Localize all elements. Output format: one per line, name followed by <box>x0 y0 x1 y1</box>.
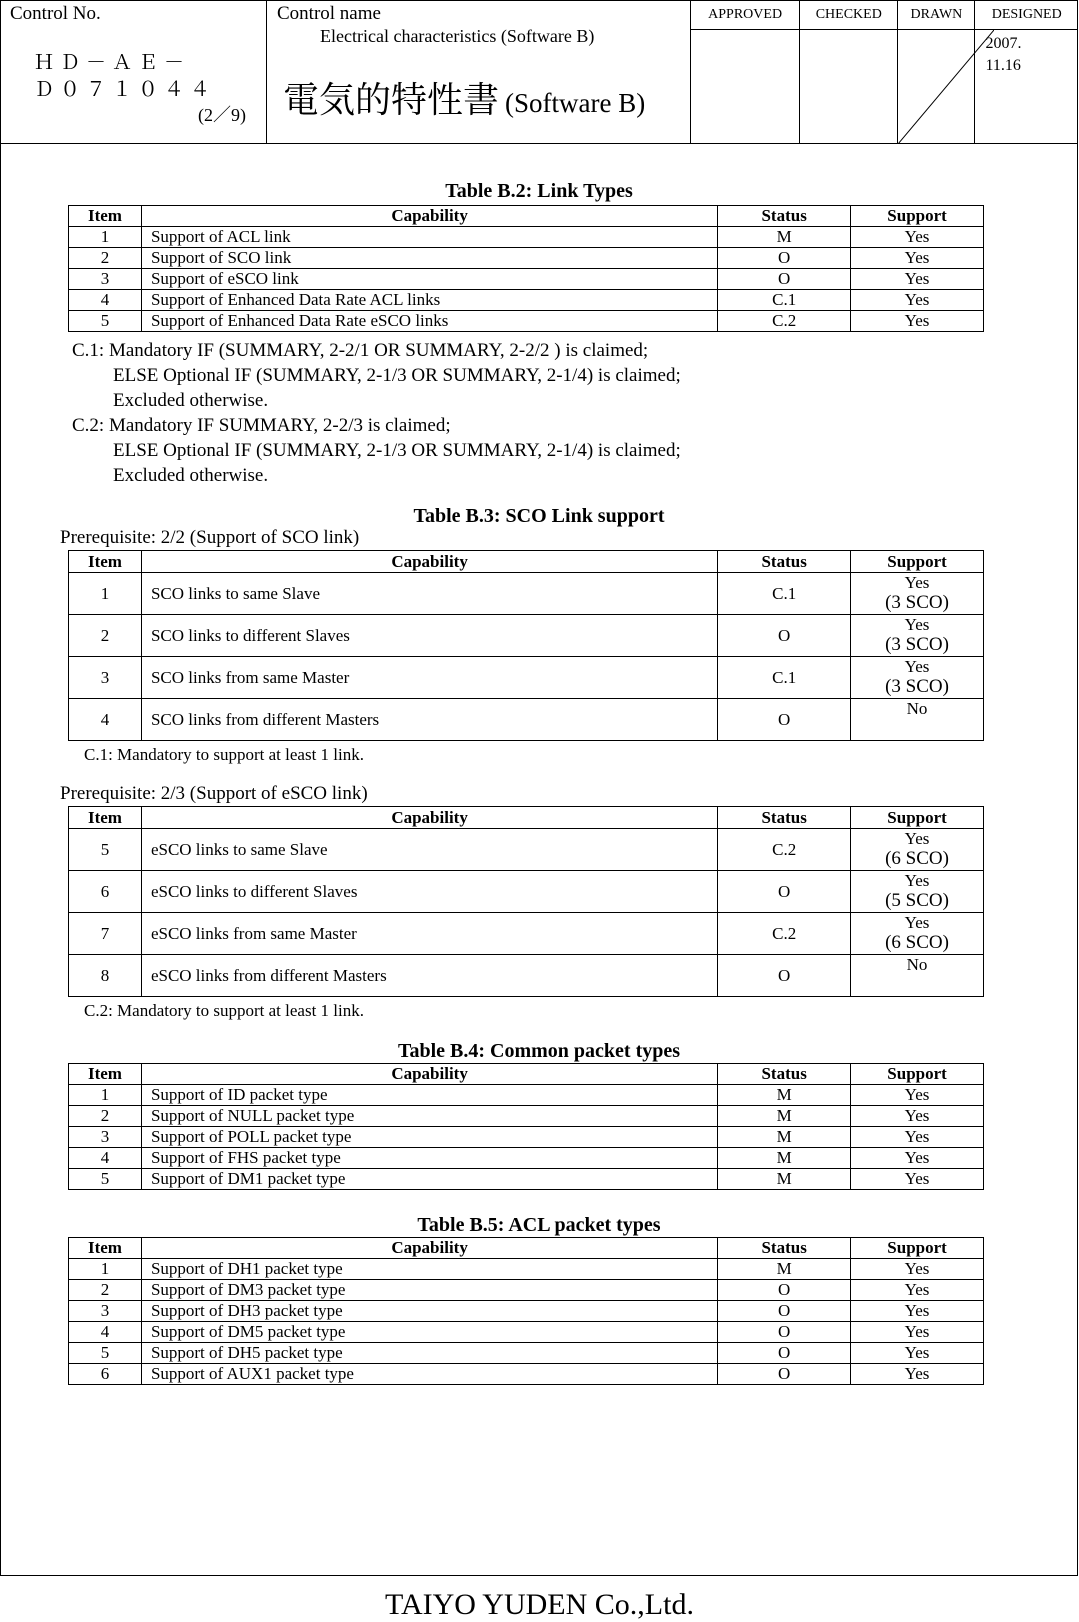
table-b5-title: Table B.5: ACL packet types <box>417 1214 661 1236</box>
table-row <box>69 573 984 615</box>
table-row <box>69 1085 984 1106</box>
col-status: Status <box>718 807 851 829</box>
col-status: Status <box>718 1064 851 1085</box>
capability: eSCO links to same Slave <box>141 829 717 871</box>
table-row <box>69 269 984 290</box>
support <box>851 699 984 741</box>
table-b2-title: Table B.2: Link Types <box>445 180 633 202</box>
col-item: Item <box>69 807 142 829</box>
status: M <box>718 1259 851 1280</box>
support: Yes <box>851 1106 984 1127</box>
item: 7 <box>69 913 142 955</box>
capability: Support of Enhanced Data Rate ACL links <box>141 290 717 311</box>
status: C.2 <box>718 829 851 871</box>
capability: Support of eSCO link <box>141 269 717 290</box>
support-value: No <box>906 699 928 718</box>
capability: SCO links from different Masters <box>141 699 717 741</box>
table-row <box>69 1322 984 1343</box>
col-support: Support <box>851 807 984 829</box>
table-b3-esco <box>68 806 984 997</box>
support <box>851 573 984 615</box>
capability: Support of AUX1 packet type <box>141 1364 717 1385</box>
item: 6 <box>69 871 142 913</box>
table-b4-title: Table B.4: Common packet types <box>397 1040 681 1062</box>
table-row <box>69 1301 984 1322</box>
support: Yes <box>851 1364 984 1385</box>
support-detail: (3 SCO) <box>885 634 949 655</box>
capability: Support of DH5 packet type <box>141 1343 717 1364</box>
item: 4 <box>69 1322 142 1343</box>
item: 2 <box>69 1280 142 1301</box>
table-row <box>69 227 984 248</box>
capability: SCO links from same Master <box>141 657 717 699</box>
table-b3-title: Table B.3: SCO Link support <box>413 505 665 527</box>
item: 2 <box>69 615 142 657</box>
drawn-cell <box>898 30 975 145</box>
support <box>851 829 984 871</box>
support <box>851 615 984 657</box>
support <box>851 913 984 955</box>
capability: Support of ACL link <box>141 227 717 248</box>
control-name-cell <box>267 0 691 144</box>
table-b4 <box>68 1063 984 1190</box>
control-name-label: Control name <box>277 3 381 24</box>
support: Yes <box>851 269 984 290</box>
table-row <box>69 1169 984 1190</box>
col-status: Status <box>718 1238 851 1259</box>
status: M <box>718 1169 851 1190</box>
item: 1 <box>69 573 142 615</box>
page-number: (2／9) <box>198 105 246 125</box>
title-japanese-text: 電気的特性書 <box>283 80 500 121</box>
support: Yes <box>851 1280 984 1301</box>
support: Yes <box>851 1259 984 1280</box>
col-support: Support <box>851 1238 984 1259</box>
status: C.1 <box>718 657 851 699</box>
col-item: Item <box>69 1238 142 1259</box>
support: Yes <box>851 1085 984 1106</box>
note-c1: C.1: Mandatory IF (SUMMARY, 2-2/1 OR SUMMARY, 2-2/2 ) is claimed; <box>72 340 649 361</box>
table-row <box>69 955 984 997</box>
prerequisite-sco: Prerequisite: 2/2 (Support of SCO link) <box>60 527 360 548</box>
approved-header: APPROVED <box>691 0 800 30</box>
status: O <box>718 1322 851 1343</box>
checked-header: CHECKED <box>800 0 898 30</box>
control-number-line2: Ｄ０７１０４４ <box>34 79 216 101</box>
item: 2 <box>69 1106 142 1127</box>
support-value: Yes <box>904 829 930 848</box>
support: Yes <box>851 1169 984 1190</box>
col-status: Status <box>718 206 851 227</box>
table-row <box>69 913 984 955</box>
title-english: Electrical characteristics (Software B) <box>320 26 595 46</box>
status: O <box>718 1364 851 1385</box>
item: 6 <box>69 1364 142 1385</box>
support-value: No <box>906 955 928 974</box>
capability: Support of SCO link <box>141 248 717 269</box>
col-capability: Capability <box>141 551 717 573</box>
company-name: TAIYO YUDEN Co.,Ltd. <box>385 1588 694 1621</box>
status: C.2 <box>718 311 851 332</box>
col-capability: Capability <box>141 1064 717 1085</box>
item: 3 <box>69 1301 142 1322</box>
status: O <box>718 1301 851 1322</box>
note-c2-else: ELSE Optional IF (SUMMARY, 2-1/3 OR SUMMARY, 2-1/4) is claimed; <box>113 440 681 461</box>
support: Yes <box>851 311 984 332</box>
table-row <box>69 1148 984 1169</box>
status: C.1 <box>718 573 851 615</box>
table-b5 <box>68 1237 984 1385</box>
capability: Support of DM1 packet type <box>141 1169 717 1190</box>
support-value: Yes <box>904 573 930 592</box>
support: Yes <box>851 290 984 311</box>
capability: SCO links to different Slaves <box>141 615 717 657</box>
support-detail: (6 SCO) <box>885 932 949 953</box>
item: 1 <box>69 1085 142 1106</box>
capability: Support of FHS packet type <box>141 1148 717 1169</box>
capability: Support of ID packet type <box>141 1085 717 1106</box>
support: Yes <box>851 248 984 269</box>
support: Yes <box>851 1148 984 1169</box>
capability: SCO links to same Slave <box>141 573 717 615</box>
prerequisite-esco: Prerequisite: 2/3 (Support of eSCO link) <box>60 783 368 804</box>
table-b3-sco <box>68 550 984 741</box>
table-row <box>69 311 984 332</box>
status: O <box>718 269 851 290</box>
support-value: Yes <box>904 657 930 676</box>
item: 8 <box>69 955 142 997</box>
table-row <box>69 290 984 311</box>
item: 1 <box>69 227 142 248</box>
table-row <box>69 1343 984 1364</box>
approval-block <box>691 0 1078 144</box>
table-row <box>69 1364 984 1385</box>
support-detail: (3 SCO) <box>885 676 949 697</box>
item: 3 <box>69 1127 142 1148</box>
table-row <box>69 699 984 741</box>
capability: eSCO links from same Master <box>141 913 717 955</box>
support: Yes <box>851 1343 984 1364</box>
capability: Support of DH1 packet type <box>141 1259 717 1280</box>
item: 3 <box>69 269 142 290</box>
note-sco-c1: C.1: Mandatory to support at least 1 link. <box>84 745 364 764</box>
support-value: Yes <box>904 913 930 932</box>
item: 5 <box>69 1343 142 1364</box>
status: O <box>718 1343 851 1364</box>
col-capability: Capability <box>141 206 717 227</box>
item: 4 <box>69 699 142 741</box>
control-number-line1: ＨＤ－ＡＥ－ <box>34 52 190 74</box>
support <box>851 657 984 699</box>
col-item: Item <box>69 551 142 573</box>
capability: Support of DM3 packet type <box>141 1280 717 1301</box>
table-row <box>69 1106 984 1127</box>
note-c1-else: ELSE Optional IF (SUMMARY, 2-1/3 OR SUMMARY, 2-1/4) is claimed; <box>113 365 681 386</box>
control-no-label: Control No. <box>10 3 101 24</box>
status: C.1 <box>718 290 851 311</box>
status: M <box>718 1127 851 1148</box>
item: 4 <box>69 290 142 311</box>
col-capability: Capability <box>141 1238 717 1259</box>
designed-date-line1: 2007. <box>985 35 1022 52</box>
support <box>851 955 984 997</box>
support-detail: (6 SCO) <box>885 848 949 869</box>
note-c2: C.2: Mandatory IF SUMMARY, 2-2/3 is claimed; <box>72 415 451 436</box>
support-value: Yes <box>904 615 930 634</box>
capability: Support of DM5 packet type <box>141 1322 717 1343</box>
drawn-header: DRAWN <box>898 0 975 30</box>
table-row <box>69 1280 984 1301</box>
status: M <box>718 227 851 248</box>
note-c1-excluded: Excluded otherwise. <box>113 390 269 411</box>
table-row <box>69 1127 984 1148</box>
item: 5 <box>69 829 142 871</box>
item: 5 <box>69 1169 142 1190</box>
title-block <box>0 0 1078 144</box>
col-status: Status <box>718 551 851 573</box>
capability: Support of NULL packet type <box>141 1106 717 1127</box>
capability: Support of Enhanced Data Rate eSCO links <box>141 311 717 332</box>
item: 1 <box>69 1259 142 1280</box>
col-item: Item <box>69 1064 142 1085</box>
item: 5 <box>69 311 142 332</box>
status: M <box>718 1085 851 1106</box>
table-row <box>69 829 984 871</box>
status: O <box>718 615 851 657</box>
checked-cell <box>800 30 898 145</box>
title-japanese-suffix: (Software B) <box>505 88 646 118</box>
item: 2 <box>69 248 142 269</box>
col-capability: Capability <box>141 807 717 829</box>
support: Yes <box>851 1127 984 1148</box>
status: C.2 <box>718 913 851 955</box>
col-support: Support <box>851 206 984 227</box>
table-row <box>69 1259 984 1280</box>
col-support: Support <box>851 1064 984 1085</box>
capability: eSCO links from different Masters <box>141 955 717 997</box>
designed-header: DESIGNED <box>975 0 1078 30</box>
item: 3 <box>69 657 142 699</box>
status: O <box>718 955 851 997</box>
table-row <box>69 248 984 269</box>
capability: eSCO links to different Slaves <box>141 871 717 913</box>
support-detail: (3 SCO) <box>885 592 949 613</box>
designed-date-line2: 11.16 <box>985 57 1021 74</box>
col-item: Item <box>69 206 142 227</box>
capability: Support of POLL packet type <box>141 1127 717 1148</box>
control-number <box>34 50 216 104</box>
support: Yes <box>851 227 984 248</box>
col-support: Support <box>851 551 984 573</box>
support: Yes <box>851 1322 984 1343</box>
table-row <box>69 657 984 699</box>
table-row <box>69 615 984 657</box>
status: O <box>718 248 851 269</box>
note-esco-c2: C.2: Mandatory to support at least 1 link. <box>84 1001 364 1020</box>
approved-cell <box>691 30 800 145</box>
status: M <box>718 1148 851 1169</box>
status: O <box>718 1280 851 1301</box>
support: Yes <box>851 1301 984 1322</box>
title-japanese <box>283 72 645 123</box>
control-no-cell <box>0 0 267 144</box>
support-value: Yes <box>904 871 930 890</box>
status: M <box>718 1106 851 1127</box>
status: O <box>718 871 851 913</box>
support-detail: (5 SCO) <box>885 890 949 911</box>
item: 4 <box>69 1148 142 1169</box>
status: O <box>718 699 851 741</box>
table-b2 <box>68 205 984 332</box>
note-c2-excluded: Excluded otherwise. <box>113 465 269 486</box>
diagonal-slash-icon <box>898 30 994 144</box>
table-row <box>69 871 984 913</box>
capability: Support of DH3 packet type <box>141 1301 717 1322</box>
support <box>851 871 984 913</box>
